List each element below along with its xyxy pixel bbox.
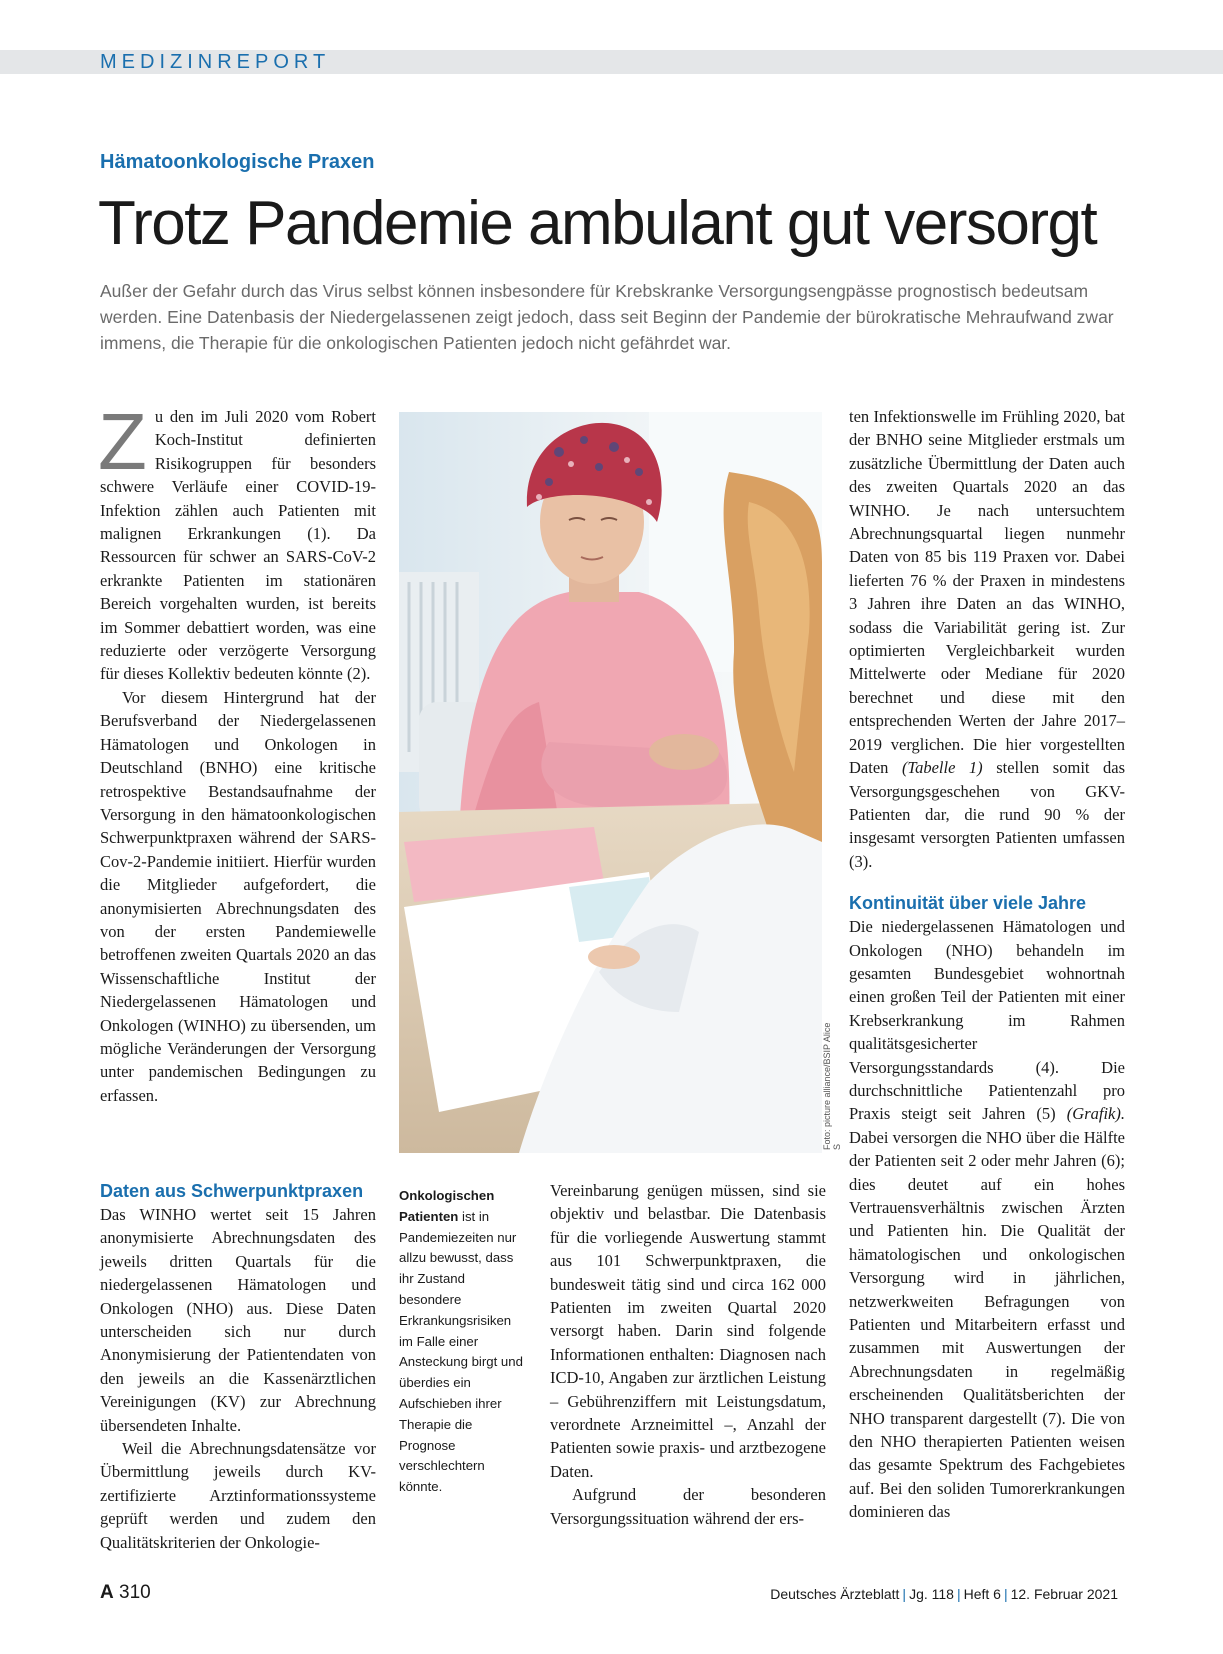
paragraph-4: Weil die Abrechnungsdatensätze vor Übermittlung jeweils durch KV-zertifizierte Arztinformationssysteme geprüft werden und zudem den Qualitätskriterien der Onkologie- — [100, 1439, 376, 1552]
page-prefix: A — [100, 1582, 114, 1603]
paragraph-1-text: u den im Juli 2020 vom Robert Koch-Institut definierten Risikogruppen für besonders schwere Verläufe einer COVID-19-Infektion zählen auch Patienten mit malignen Erkrankungen (1). Da Ressourcen für schwer an SARS-CoV-2 erkrankte Patienten im stationären Bereich vorgehalten wurden, ist bereits im Sommer debattiert worden, was eine reduzierte oder verzögerte Versorgung für dieses Kollektiv bedeuten könnte (2). — [100, 407, 376, 684]
paragraph-5: Vereinbarung genügen müssen, sind sie objektiv und belastbar. Die Datenbasis für die vorliegende Auswertung stammt aus 101 Schwerpunktpraxen, die bundesweit tätig sind und circa 162 000 Patienten im zweiten Quartal 2020 versorgt haben. Darin sind folgende Informationen enthalten: Diagnosen nach ICD-10, Angaben zur ärztlichen Leistung – Gebührenziffern mit Leistungsdatum, verordnete Arzneimittel –, Anzahl der Patienten sowie praxis- und arztbezogene Daten. — [550, 1181, 826, 1481]
subhead-kontinuitaet: Kontinuität über viele Jahre — [849, 893, 1087, 914]
paragraph-6: Aufgrund der besonderen Versorgungssituation während der ers- — [550, 1485, 826, 1528]
photo-credit: Foto: picture alliance/BSIP Alice S — [822, 1022, 842, 1150]
journal-date: 12. Februar 2021 — [1010, 1586, 1118, 1602]
journal-name: Deutsches Ärzteblatt — [770, 1586, 900, 1602]
drop-cap: Z — [98, 397, 147, 486]
article-lead: Außer der Gefahr durch das Virus selbst können insbesondere für Krebskranke Versorgungsengpässe prognostisch bedeutsam werden. Eine Datenbasis der Niedergelassenen zeigt jedoch, dass seit Beginn der Pandemie der bürokratische Mehraufwand zwar immens, die Therapie für die onkologischen Patienten jedoch nicht gefährdet war. — [100, 281, 1114, 353]
page-number — [100, 1582, 151, 1604]
column-3 — [550, 1179, 826, 1530]
paragraph-1 — [98, 397, 376, 686]
journal-volume: Jg. 118 — [909, 1586, 954, 1602]
paragraph-2: Vor diesem Hintergrund hat der Berufsverband der Niedergelassenen Hämatologen und Onkologen in Deutschland (BNHO) eine kritische retrospektive Bestandsaufnahme der Versorgung in den hämatoonkologischen Schwerpunktpraxen während der SARS-Cov-2-Pandemie initiiert. Hierfür wurden die Mitglieder aufgefordert, die anonymisierten Abrechnungsdaten des von der ersten Pandemiewelle betroffenen zweiten Quartals 2020 an das Wissenschaftliche Institut der Niedergelassenen Hämatologen und Onkologen (WINHO) zu übersenden, um mögliche Veränderungen der Versorgung unter pandemischen Bedingungen zu erfassen. — [100, 687, 376, 1105]
paragraph-8-text-b: Dabei versorgen die NHO über die Hälfte der Patienten seit 2 oder mehr Jahren (6); dies deutet auf ein hohes Vertrauensverhältnis zwischen Ärzten und Patienten hin. Die Qualität der hämatologischen und onkologischen Versorgung wird in jährlichen, netzwerkweiten Befragungen von Patienten und Mitarbeitern erfasst und zusammen mit Auswertungen der Abrechnungsdaten in regelmäßig erscheinenden Qualitätsberichten der NHO transparent dargestellt (7). Die von den NHO therapierten Patienten weisen das gesamte Spektrum des Fachgebietes auf. Bei den soliden Tumorerkrankungen dominieren das — [849, 1127, 1125, 1522]
column-4 — [849, 405, 1125, 1524]
patient-doctor-illustration — [399, 412, 822, 1153]
column-1-continued — [100, 1179, 376, 1554]
page-number-value: 310 — [119, 1582, 151, 1603]
caption-text: ist in Pandemiezeiten nur allzu bewusst, dass ihr Zustand besondere Erkrankungsrisiken im Falle einer Ansteckung birgt und überdies ein Aufschieben ihrer Therapie die Prognose verschlechtern könnte. — [399, 1208, 523, 1495]
journal-issue: Heft 6 — [963, 1586, 1001, 1602]
article-kicker: Hämatoonkologische Praxen — [100, 151, 375, 173]
subhead-daten-aus-schwerpunktpraxen: Daten aus Schwerpunktpraxen — [100, 1181, 364, 1201]
photo-caption — [399, 1186, 527, 1498]
paragraph-3: Das WINHO wertet seit 15 Jahren anonymisierte Abrechnungsdaten des jeweils dritten Quartals für die niedergelassenen Hämatologen und Onkologen (NHO) aus. Diese Daten unterscheiden sich nur durch Anonymisierung der Patientendaten von den jeweils an die Kassenärztlichen Vereinigungen (KV) zur Abrechnung übersendeten Inhalte. — [100, 1205, 376, 1435]
graphic-reference: (Grafik). — [1066, 1104, 1125, 1124]
article-title: Trotz Pandemie ambulant gut versorgt — [98, 189, 1097, 258]
paragraph-8-text-a: Die niedergelassenen Hämatologen und Onkologen (NHO) behandeln im gesamten Bundesgebiet wohnortnah einen großen Teil der Patienten mit einer Krebserkrankung im Rahmen qualitätsgesicherter Versorgungsstandards (4). Die durchschnittliche Patientenzahl pro Praxis steigt seit Jahren (5) — [849, 917, 1125, 1124]
article-photo — [399, 412, 822, 1153]
paragraph-7-text-b: stellen somit das Versorgungsgeschehen von GKV-Patienten dar, die rund 90 % der insgesamt versorgten Patienten umfassen (3). — [849, 758, 1126, 871]
caption-bold: Onkologischen Patienten — [399, 1188, 495, 1224]
section-label: MEDIZINREPORT — [100, 51, 331, 73]
paragraph-7 — [849, 405, 1125, 873]
table-reference: (Tabelle 1) — [901, 758, 983, 778]
column-1 — [98, 397, 376, 1107]
paragraph-8 — [849, 915, 1125, 1524]
paragraph-7-text-a: ten Infektionswelle im Frühling 2020, bat der BNHO seine Mitglieder erstmals um zusätzliche Übermittlung der Daten auch des zweiten Quartals 2020 an das WINHO. Je nach untersuchtem Abrechnungsquartal liegen nunmehr Daten von 85 bis 119 Praxen vor. Dabei lieferten 76 % der Praxen in mindestens 3 Jahren ihre Daten an das WINHO, sodass die Variabilität gering ist. Zur optimierten Vergleichbarkeit wurden Mittelwerte oder Mediane für 2020 berechnet und diese mit den entsprechenden Werten der Jahre 2017–2019 verglichen. Die hier vorgestellten Daten — [849, 407, 1125, 778]
journal-info: Deutsches Ärzteblatt | Jg. 118 | Heft 6 | 12. Februar 2021 — [770, 1586, 1118, 1602]
